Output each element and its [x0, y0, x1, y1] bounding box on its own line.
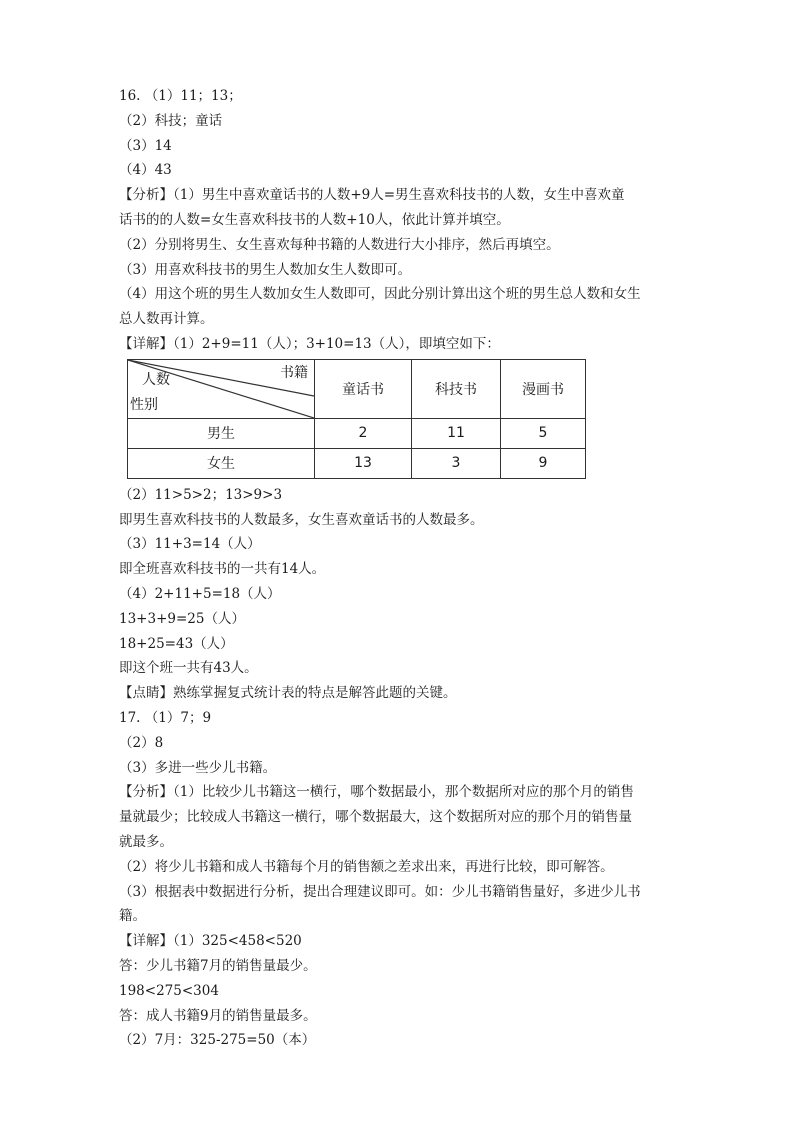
- statistics-table: [127, 359, 586, 479]
- text-line: 话书的的人数=女生喜欢科技书的人数+10人，依此计算并填空。: [119, 211, 510, 228]
- table-cell: 9: [501, 448, 586, 478]
- diagonal-header-cell: [128, 359, 315, 418]
- diagonal-header: [128, 360, 314, 418]
- text-line: 籍。: [119, 908, 146, 925]
- text-line: （2）8: [119, 734, 164, 751]
- text-line: （2）科技；童话: [119, 112, 223, 129]
- table-cell: 3: [412, 448, 501, 478]
- column-header-science: 科技书: [412, 359, 501, 418]
- answer-continuation-block: [119, 483, 689, 1053]
- text-line: （3）14: [119, 137, 172, 154]
- text-line: （2）11>5>2；13>9>3: [119, 486, 283, 503]
- column-header-comics: 漫画书: [501, 359, 586, 418]
- text-line: 总人数再计算。: [119, 311, 214, 328]
- document-page: [119, 84, 689, 1053]
- text-line: 【分析】（1）男生中喜欢童话书的人数+9人=男生喜欢科技书的人数，女生中喜欢童: [119, 187, 625, 204]
- table-cell: 13: [315, 448, 412, 478]
- text-line: （3）11+3=14（人）: [119, 536, 261, 553]
- table-row: [128, 448, 586, 478]
- table-cell: 5: [501, 418, 586, 448]
- header-count-label: 人数: [142, 371, 170, 388]
- text-line: 【详解】（1）325<458<520: [119, 933, 302, 950]
- text-line: （4）2+11+5=18（人）: [119, 585, 281, 602]
- text-line: 即这个班一共有43人。: [119, 660, 258, 677]
- text-line: （3）用喜欢科技书的男生人数加女生人数即可。: [119, 261, 412, 278]
- row-label-boys: 男生: [128, 418, 315, 448]
- text-line: （2）将少儿书籍和成人书籍每个月的销售额之差求出来，再进行比较，即可解答。: [119, 858, 614, 875]
- text-line: （4）用这个班的男生人数加女生人数即可，因此分别计算出这个班的男生总人数和女生: [119, 286, 641, 303]
- header-books-label: 书籍: [280, 364, 308, 381]
- text-line: 13+3+9=25（人）: [119, 610, 245, 627]
- text-line: 16. （1）11；13；: [119, 88, 242, 104]
- text-line: （4）43: [119, 162, 172, 179]
- table-header-row: [128, 359, 586, 418]
- text-line: 【点睛】熟练掌握复式统计表的特点是解答此题的关键。: [119, 685, 457, 702]
- text-line: 答：少儿书籍7月的销售量最少。: [119, 957, 317, 974]
- text-line: 198<275<304: [119, 982, 219, 999]
- text-line: 量就最少；比较成人书籍这一横行，哪个数据最大，这个数据所对应的那个月的销售量: [119, 809, 632, 826]
- text-line: 就最多。: [119, 833, 173, 850]
- text-line: 答：成人书籍9月的销售量最多。: [119, 1007, 317, 1024]
- text-line: （3）多进一些少儿书籍。: [119, 759, 277, 776]
- text-line: 17. （1）7；9: [119, 709, 212, 726]
- text-line: 【详解】（1）2+9=11（人）；3+10=13（人），即填空如下：: [119, 335, 500, 352]
- text-line: 即男生喜欢科技书的人数最多，女生喜欢童话书的人数最多。: [119, 511, 484, 528]
- table-cell: 11: [412, 418, 501, 448]
- text-line: （2）分别将男生、女生喜欢每种书籍的人数进行大小排序，然后再填空。: [119, 236, 560, 253]
- text-line: 即全班喜欢科技书的一共有14人。: [119, 561, 326, 578]
- row-label-girls: 女生: [128, 448, 315, 478]
- answer-16-block: [119, 84, 689, 357]
- text-line: 【分析】（1）比较少儿书籍这一横行，哪个数据最小，那个数据所对应的那个月的销售: [119, 784, 634, 801]
- column-header-fairy-tale: 童话书: [315, 359, 412, 418]
- text-line: （3）根据表中数据进行分析，提出合理建议即可。如：少儿书籍销售量好，多进少儿书: [119, 883, 641, 900]
- text-line: （2）7月：325-275=50（本）: [119, 1032, 316, 1049]
- text-line: 18+25=43（人）: [119, 635, 234, 652]
- table-cell: 2: [315, 418, 412, 448]
- table-row: [128, 418, 586, 448]
- header-gender-label: 性别: [130, 396, 158, 413]
